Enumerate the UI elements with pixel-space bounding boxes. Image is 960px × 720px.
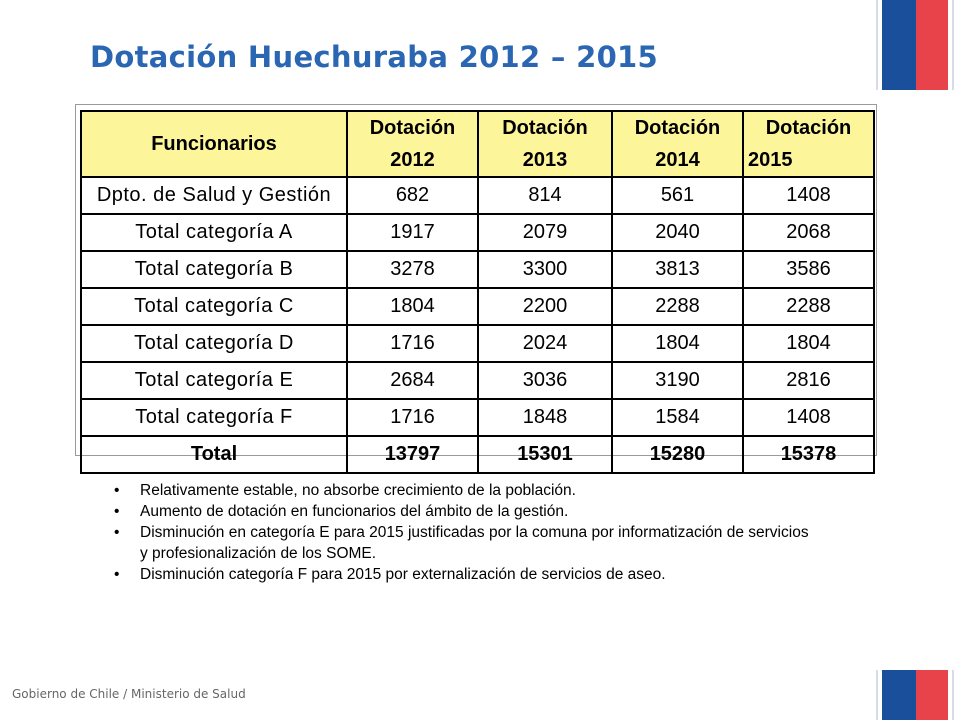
row-label: Total categoría A bbox=[81, 214, 347, 251]
cell-2014: 2288 bbox=[612, 288, 743, 325]
cell-2014: 1804 bbox=[612, 325, 743, 362]
total-label: Total bbox=[81, 436, 347, 473]
cell-2013: 3300 bbox=[478, 251, 612, 288]
cell-2015: 1408 bbox=[743, 399, 874, 436]
header-2015-line2: 2015 bbox=[748, 149, 793, 171]
total-2013: 15301 bbox=[478, 436, 612, 473]
cell-2014: 2040 bbox=[612, 214, 743, 251]
cell-2013: 1848 bbox=[478, 399, 612, 436]
total-2012: 13797 bbox=[347, 436, 478, 473]
table-row bbox=[81, 251, 874, 288]
staffing-table bbox=[80, 110, 875, 474]
cell-2012: 682 bbox=[347, 177, 478, 214]
cell-2014: 3190 bbox=[612, 362, 743, 399]
cell-2015: 1804 bbox=[743, 325, 874, 362]
notes-list bbox=[110, 480, 810, 585]
table-header-row bbox=[81, 111, 874, 177]
total-2015: 15378 bbox=[743, 436, 874, 473]
cell-2014: 1584 bbox=[612, 399, 743, 436]
table-row bbox=[81, 177, 874, 214]
row-label: Total categoría F bbox=[81, 399, 347, 436]
cell-2015: 2288 bbox=[743, 288, 874, 325]
note-item: • Aumento de dotación en funcionarios del ámbito de la gestión. bbox=[110, 501, 810, 522]
cell-2015: 2068 bbox=[743, 214, 874, 251]
header-2015 bbox=[743, 111, 874, 177]
header-funcionarios bbox=[81, 111, 347, 177]
cell-2014: 3813 bbox=[612, 251, 743, 288]
cell-2015: 2816 bbox=[743, 362, 874, 399]
row-label: Total categoría D bbox=[81, 325, 347, 362]
note-item: • Disminución en categoría E para 2015 justificadas por la comuna por informatización de servicios y profesionalización de los SOME. bbox=[110, 522, 810, 564]
cell-2012: 1917 bbox=[347, 214, 478, 251]
row-label: Dpto. de Salud y Gestión bbox=[81, 177, 347, 214]
cell-2013: 2200 bbox=[478, 288, 612, 325]
chile-flag-logo-top bbox=[882, 0, 948, 90]
cell-2012: 1716 bbox=[347, 399, 478, 436]
chile-flag-logo-bottom bbox=[882, 670, 948, 720]
header-2012-line2: 2012 bbox=[390, 149, 435, 171]
row-label: Total categoría B bbox=[81, 251, 347, 288]
cell-2015: 1408 bbox=[743, 177, 874, 214]
row-label: Total categoría E bbox=[81, 362, 347, 399]
table-row bbox=[81, 325, 874, 362]
header-2012-line1: Dotación bbox=[369, 117, 456, 139]
header-2012 bbox=[347, 111, 478, 177]
header-2014 bbox=[612, 111, 743, 177]
cell-2013: 814 bbox=[478, 177, 612, 214]
total-2014: 15280 bbox=[612, 436, 743, 473]
header-2014-line2: 2014 bbox=[655, 149, 700, 171]
table-row bbox=[81, 214, 874, 251]
header-2015-line1: Dotación bbox=[765, 117, 852, 139]
table-row bbox=[81, 362, 874, 399]
page-title: Dotación Huechuraba 2012 – 2015 bbox=[90, 40, 659, 74]
table-total-row bbox=[81, 436, 874, 473]
cell-2013: 2024 bbox=[478, 325, 612, 362]
cell-2013: 3036 bbox=[478, 362, 612, 399]
header-2013-line2: 2013 bbox=[522, 149, 568, 171]
header-2013-line1: Dotación bbox=[502, 117, 588, 139]
footer-text: Gobierno de Chile / Ministerio de Salud bbox=[12, 687, 246, 701]
cell-2013: 2079 bbox=[478, 214, 612, 251]
row-label: Total categoría C bbox=[81, 288, 347, 325]
table-row bbox=[81, 399, 874, 436]
cell-2012: 2684 bbox=[347, 362, 478, 399]
cell-2014: 561 bbox=[612, 177, 743, 214]
cell-2012: 1716 bbox=[347, 325, 478, 362]
header-2013 bbox=[478, 111, 612, 177]
cell-2012: 1804 bbox=[347, 288, 478, 325]
table-row bbox=[81, 288, 874, 325]
note-item: • Disminución categoría F para 2015 por externalización de servicios de aseo. bbox=[110, 564, 810, 585]
cell-2012: 3278 bbox=[347, 251, 478, 288]
cell-2015: 3586 bbox=[743, 251, 874, 288]
note-item: • Relativamente estable, no absorbe crecimiento de la población. bbox=[110, 480, 810, 501]
header-2014-line1: Dotación bbox=[634, 117, 721, 139]
header-funcionarios-label: Funcionarios bbox=[151, 133, 277, 155]
